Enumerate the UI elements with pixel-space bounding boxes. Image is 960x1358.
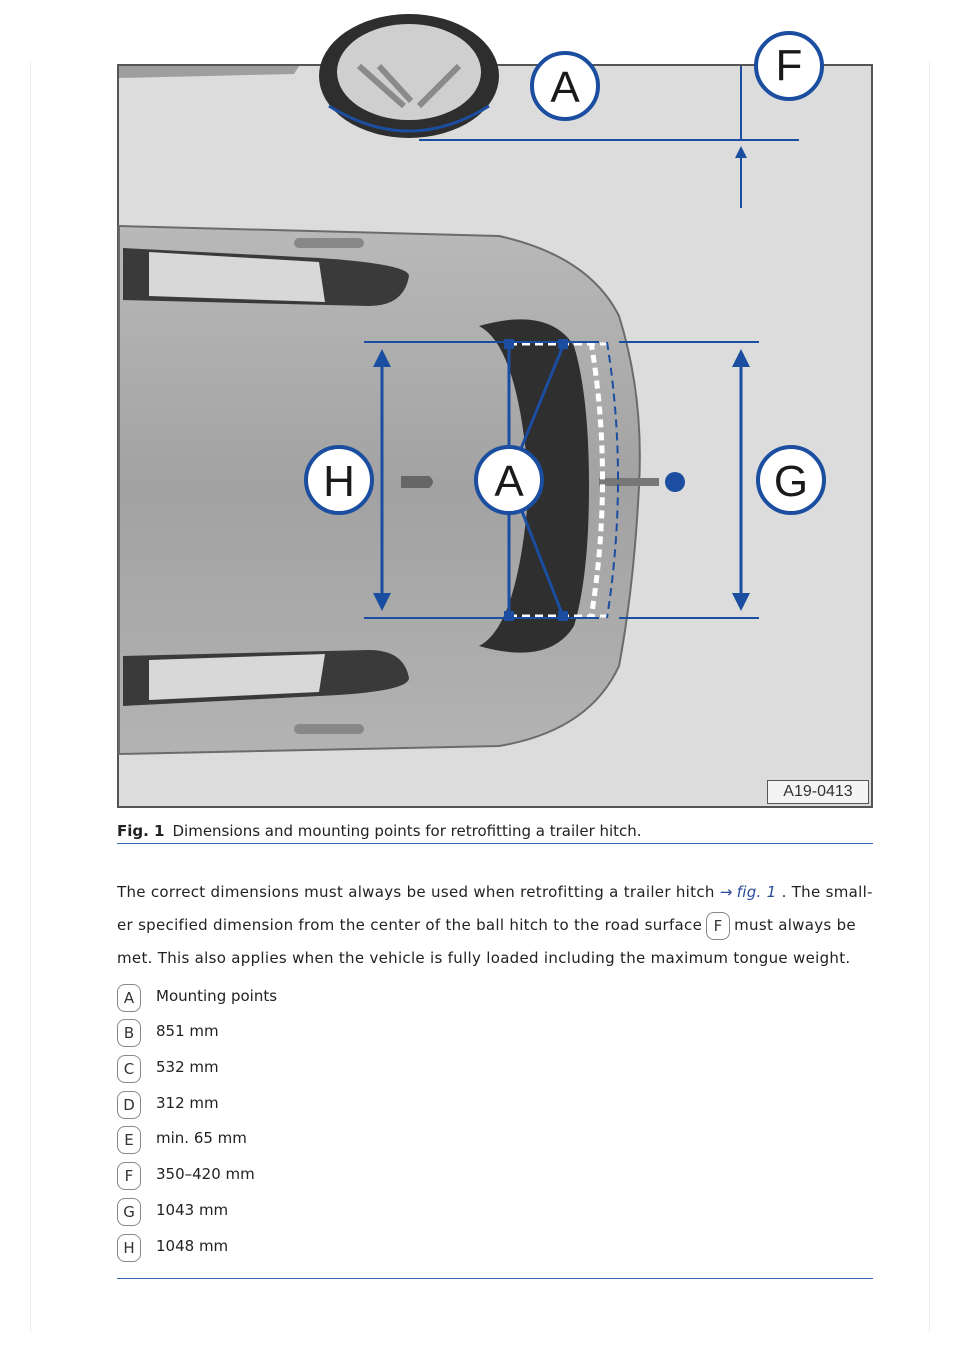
arrow-right-icon: →: [719, 883, 733, 901]
legend-value: min. 65 mm: [156, 1129, 247, 1147]
legend-value: 312 mm: [156, 1094, 219, 1112]
svg-text:F: F: [775, 41, 803, 90]
letter-badge: C: [117, 1055, 141, 1083]
figure-reference-text: fig. 1: [736, 883, 777, 901]
legend-item: [117, 1091, 517, 1117]
trailer-hitch-figure: [117, 41, 873, 808]
body-line-1: [117, 876, 877, 909]
legend-value: 1048 mm: [156, 1237, 229, 1255]
body-line-2-text: er specified dimension from the center of the ball hitch to the road surface: [117, 916, 703, 934]
letter-badge-f: F: [706, 912, 730, 940]
wheel: [319, 14, 499, 138]
body-line-1-text: The correct dimensions must always be used when retrofitting a trailer hitch: [117, 883, 715, 901]
legend-value: Mounting points: [156, 987, 278, 1005]
body-line-2: [117, 909, 877, 942]
legend-item: [117, 984, 517, 1010]
upper-body-edge: [119, 66, 299, 78]
letter-badge: H: [117, 1234, 141, 1262]
upper-door-handle: [294, 238, 364, 248]
tow-ball: [665, 472, 685, 492]
figure-caption: [117, 822, 642, 840]
svg-text:G: G: [773, 457, 809, 506]
caption-text: Dimensions and mounting points for retrofitting a trailer hitch.: [172, 822, 642, 840]
legend-value: 532 mm: [156, 1058, 219, 1076]
rule-bottom: [117, 1278, 873, 1279]
callout-h: [306, 447, 372, 513]
legend-item: [117, 1234, 517, 1260]
letter-badge: E: [117, 1126, 141, 1154]
hitch-bar: [599, 478, 659, 486]
rule-top: [117, 843, 873, 844]
letter-badge: G: [117, 1198, 141, 1226]
callout-a-top: [532, 53, 598, 119]
callout-f-partial: [756, 33, 822, 99]
svg-text:A: A: [550, 63, 580, 112]
car-rear-illustration: [119, 41, 871, 806]
legend-item: [117, 1055, 517, 1081]
legend-item: [117, 1162, 517, 1188]
legend-value: 1043 mm: [156, 1201, 229, 1219]
callout-a-center: [476, 447, 542, 513]
figure-reference-link[interactable]: [720, 883, 777, 901]
letter-badge: F: [117, 1162, 141, 1190]
lower-door-handle: [294, 724, 364, 734]
right-margin-line: [929, 62, 930, 1332]
figure-id-label: A19-0413: [767, 780, 869, 804]
letter-badge: A: [117, 984, 141, 1012]
body-line-1-end: . The small-: [781, 883, 873, 901]
letter-badge: D: [117, 1091, 141, 1119]
body-paragraph: [117, 876, 877, 975]
callout-g: [758, 447, 824, 513]
legend-value: 851 mm: [156, 1022, 219, 1040]
caption-label: Fig. 1: [117, 822, 165, 840]
left-margin-line: [30, 62, 31, 1332]
body-line-3: met. This also applies when the vehicle is fully loaded including the maximum tongue weight.: [117, 949, 851, 967]
legend-item: [117, 1126, 517, 1152]
legend-value: 350–420 mm: [156, 1165, 255, 1183]
letter-badge: B: [117, 1019, 141, 1047]
svg-text:H: H: [323, 457, 355, 506]
rear-emblem: [401, 476, 433, 488]
body-line-2-end: must always be: [734, 916, 856, 934]
legend-item: [117, 1198, 517, 1224]
svg-text:A: A: [494, 457, 524, 506]
legend-item: [117, 1019, 517, 1045]
